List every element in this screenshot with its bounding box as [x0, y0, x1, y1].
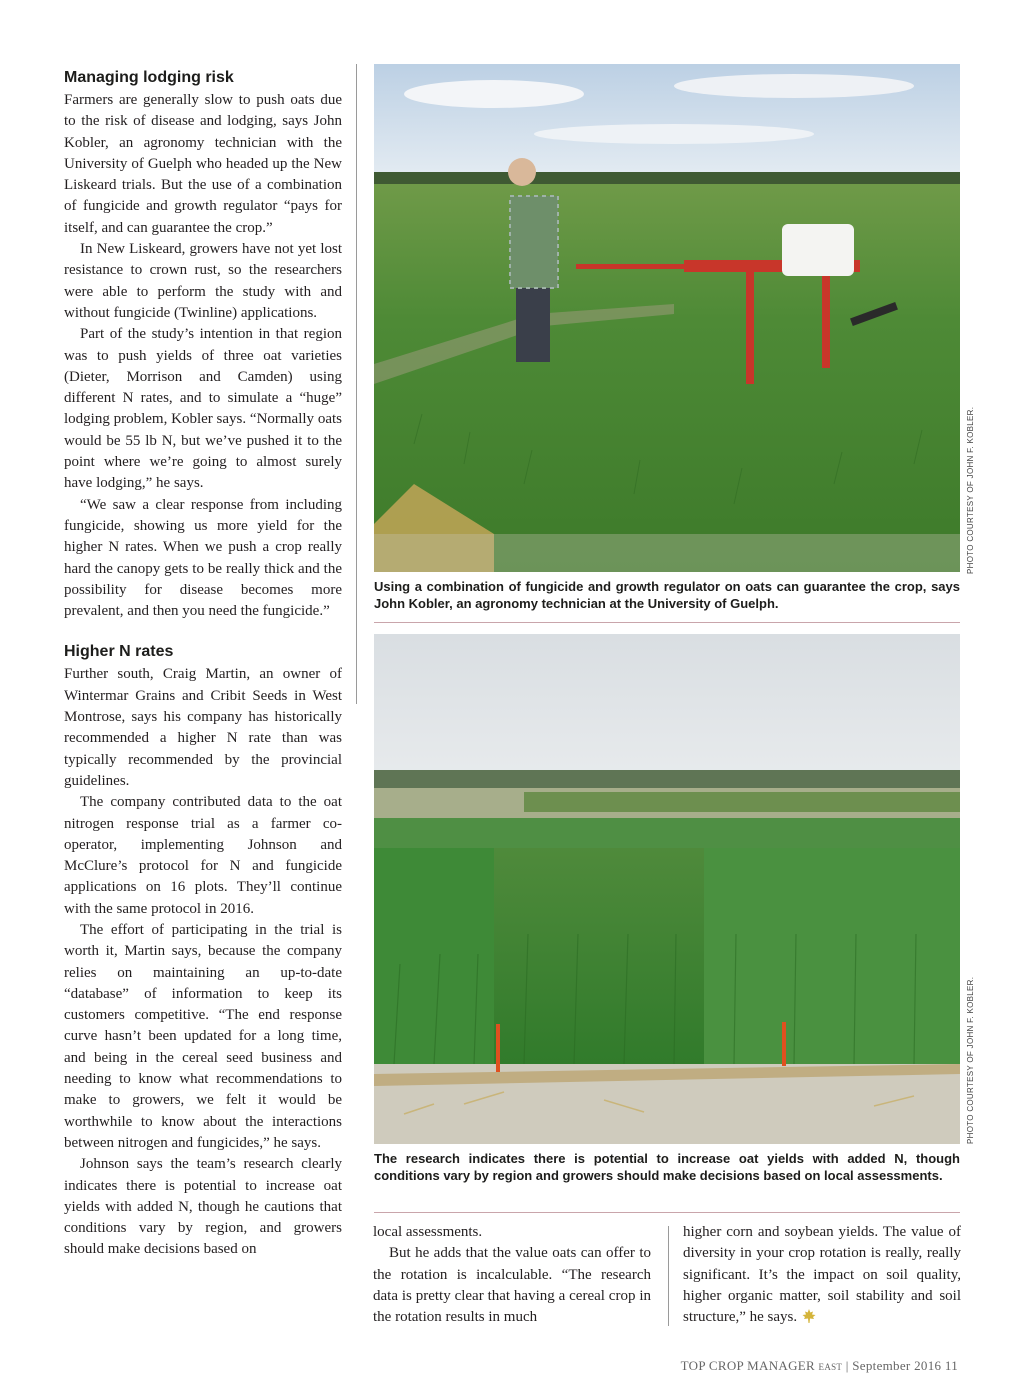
closing-text: higher corn and soybean yields. The value of diversity in your crop rotation is really, really significant. It’s the impact on soil quality, higher organic matter, soil stability and soil structure,” he says. — [683, 1224, 961, 1326]
bottom-middle-column — [373, 1222, 651, 1328]
body-paragraph — [683, 1222, 961, 1331]
photo-sprayer-in-oat-field — [374, 64, 960, 572]
magazine-edition: EAST — [818, 1362, 843, 1372]
footer-separator: | — [845, 1358, 849, 1373]
maple-leaf-end-icon — [801, 1308, 817, 1331]
page-number: 11 — [944, 1358, 958, 1373]
body-paragraph: The effort of participating in the trial is worth it, Martin says, because the company relies on maintaining an up-to-date “database” of information to keep its customers competitive. “The end response curve hasn’t been updated for a long time, and being in the cereal seed business and needing to know what recommendations to make to growers, we felt it would be worthwhile to know about the interactions between nitrogen and fungicides,” he says. — [64, 921, 342, 1151]
magazine-name: TOP CROP MANAGER — [680, 1358, 815, 1373]
photo-oat-trial-plots — [374, 634, 960, 1144]
body-paragraph: “We saw a clear response from including fungicide, showing us more yield for the higher N rates. When we push a crop really hard the canopy gets to be really thick and the possibility for disease becomes more prevalent, and then you need the fungicide.” — [64, 496, 342, 620]
trial-plots-photo-illustration — [374, 634, 960, 1144]
sprayer-photo-illustration — [374, 64, 960, 572]
body-paragraph: The company contributed data to the oat nitrogen response trial as a farmer co-operator, implementing Johnson and McClure’s protocol for N and fungicide applications on 16 plots. They’ll continue with the same protocol in 2016. — [64, 794, 342, 917]
body-paragraph: Further south, Craig Martin, an owner of Wintermar Grains and Cribit Seeds in West Montrose, says his company has historically recommended a higher N rate than was typically recommended by the provincial guidelines. — [64, 666, 342, 789]
body-paragraph: Johnson says the team’s research clearly indicates there is potential to increase oat yields with added N, though he cautions that conditions vary by region, and growers should make decisions based on — [64, 1156, 342, 1258]
subheading-higher-n-rates: Higher N rates — [64, 643, 174, 661]
photo-caption: The research indicates there is potential to increase oat yields with added N, though conditions vary by region and growers should make decisions based on local assessments. — [374, 1151, 960, 1183]
body-paragraph: Farmers are generally slow to push oats due to the risk of disease and lodging, says John Kobler, an agronomy technician with the University of Guelph who headed up the New Liskeard trials. But the use of a combination of fungicide and growth regulator “pays for itself, and can guarantee the crop.” — [64, 92, 342, 236]
left-column — [64, 68, 342, 1261]
column-divider — [356, 64, 357, 704]
column-divider — [668, 1226, 669, 1326]
photo-credit: PHOTO COURTESY OF JOHN F. KOBLER. — [966, 976, 975, 1144]
issue-date: September 2016 — [852, 1358, 942, 1373]
photo-caption: Using a combination of fungicide and growth regulator on oats can guarantee the crop, says John Kobler, an agronomy technician at the University of Guelph. — [374, 579, 960, 611]
bottom-right-column — [683, 1222, 961, 1331]
caption-rule — [374, 1212, 960, 1213]
subheading-managing-lodging-risk: Managing lodging risk — [64, 69, 234, 86]
body-paragraph: In New Liskeard, growers have not yet lost resistance to crown rust, so the researchers were able to perform the study with and without fungicide (Twinline) applications. — [64, 241, 342, 321]
body-paragraph: Part of the study’s intention in that region was to push yields of three oat varieties (Dieter, Morrison and Camden) using different N rates, and to simulate a “huge” lodging problem, Kobler says. “Normally oats would be 55 lb N, but we’ve pushed it to the point where we’re going to almost surely have lodging,” he says. — [64, 326, 342, 492]
body-paragraph: But he adds that the value oats can offer to the rotation is incalculable. “The research data is pretty clear that having a cereal crop in the rotation results in much — [373, 1245, 651, 1326]
caption-rule — [374, 622, 960, 623]
page-footer — [681, 1358, 958, 1374]
photo-credit: PHOTO COURTESY OF JOHN F. KOBLER. — [966, 406, 975, 574]
body-paragraph: local assessments. — [373, 1224, 483, 1240]
